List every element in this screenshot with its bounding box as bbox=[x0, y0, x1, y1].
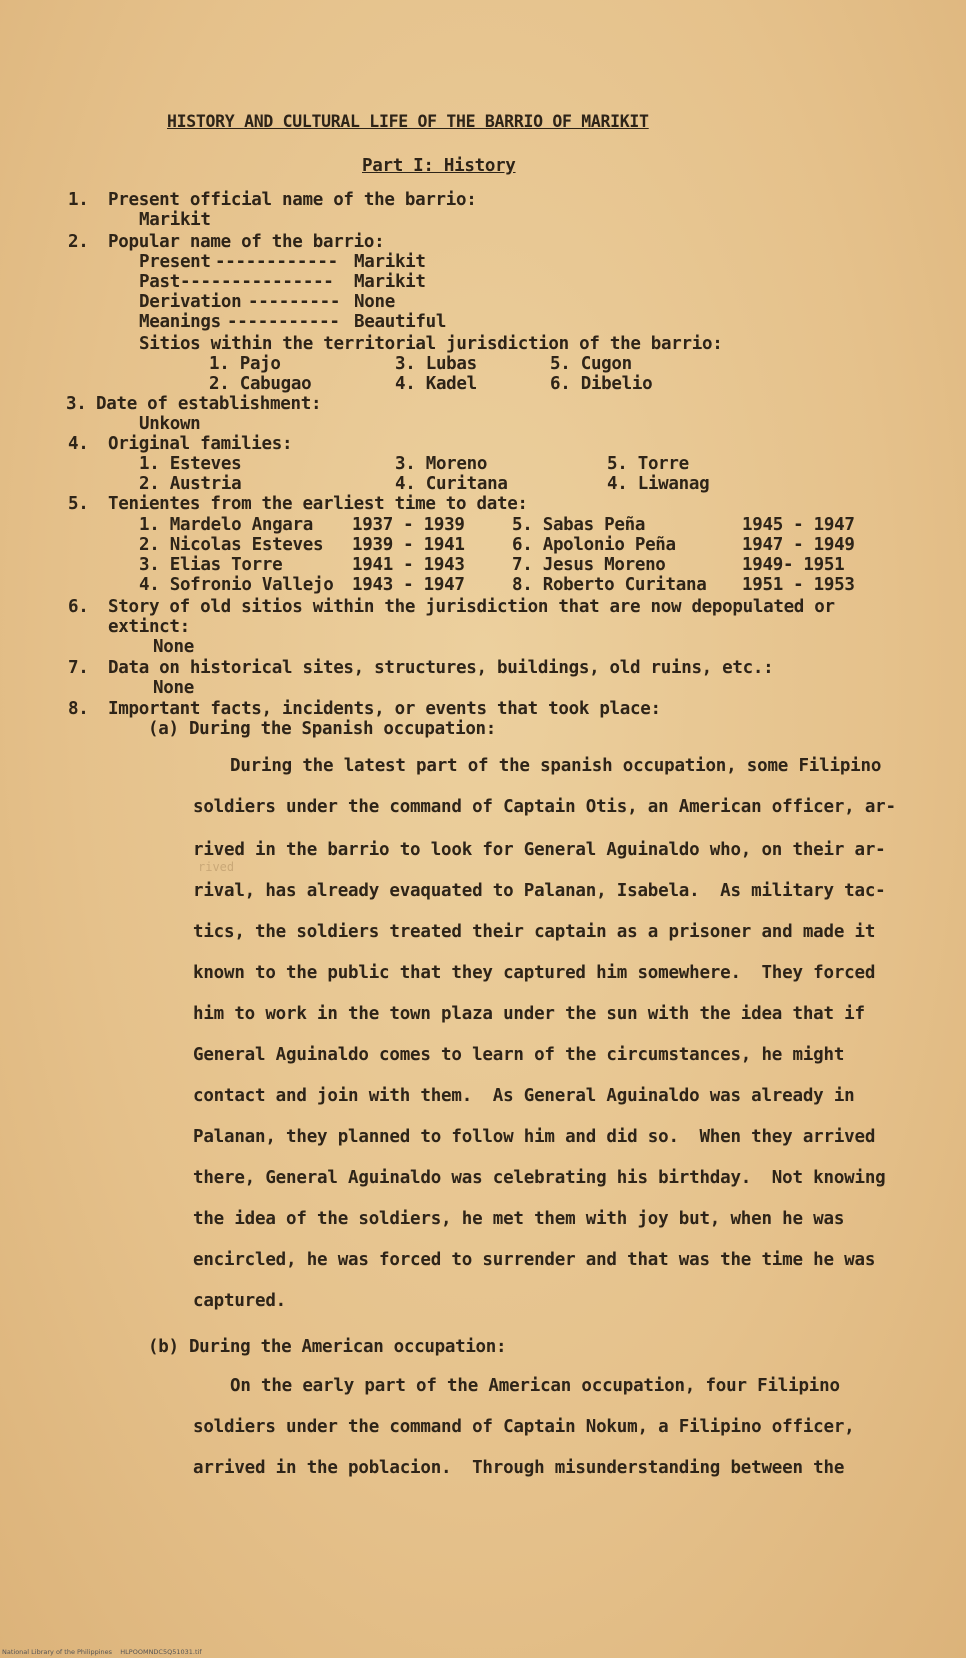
sitio-item: 4. Kadel bbox=[395, 374, 477, 394]
teniente-name: 7. Jesus Moreno bbox=[512, 555, 666, 575]
question-3: Date of establishment: bbox=[96, 394, 322, 414]
teniente-name: 8. Roberto Curitana bbox=[512, 575, 707, 595]
item-number: 7. bbox=[68, 658, 89, 678]
teniente-years: 1941 - 1943 bbox=[352, 555, 465, 575]
leader-line: ------------ bbox=[215, 252, 338, 272]
sitio-item: 5. Cugon bbox=[550, 354, 632, 374]
paragraph-line: Palanan, they planned to follow him and did so. When they arrived bbox=[193, 1127, 876, 1147]
paragraph-line: the idea of the soldiers, he met them with joy but, when he was bbox=[193, 1209, 845, 1229]
teniente-name: 1. Mardelo Angara bbox=[139, 515, 314, 535]
item-number: 5. bbox=[68, 494, 89, 514]
paragraph-line: him to work in the town plaza under the sun with the idea that if bbox=[193, 1004, 865, 1024]
derivation-value: None bbox=[354, 292, 395, 312]
teniente-years: 1947 - 1949 bbox=[742, 535, 855, 555]
leader-line: ----------- bbox=[227, 312, 340, 332]
teniente-name: 4. Sofronio Vallejo bbox=[139, 575, 334, 595]
item-number: 8. bbox=[68, 699, 89, 719]
item-number: 3. bbox=[66, 394, 87, 414]
leader-line: --------------- bbox=[180, 272, 334, 292]
answer-3: Unkown bbox=[139, 414, 201, 434]
meanings-label: Meanings bbox=[139, 312, 221, 332]
paragraph-line: rival, has already evaquated to Palanan, Isabela. As military tac- bbox=[193, 881, 886, 901]
item-number: 4. bbox=[68, 434, 89, 454]
paragraph-line: tics, the soldiers treated their captain as a prisoner and made it bbox=[193, 922, 876, 942]
family-item: 4. Curitana bbox=[395, 474, 508, 494]
family-item: 4. Liwanag bbox=[607, 474, 710, 494]
teniente-years: 1939 - 1941 bbox=[352, 535, 465, 555]
question-7: Data on historical sites, structures, buildings, old ruins, etc.: bbox=[108, 658, 774, 678]
sitio-item: 2. Cabugao bbox=[209, 374, 312, 394]
sitio-item: 1. Pajo bbox=[209, 354, 281, 374]
question-1: Present official name of the barrio: bbox=[108, 190, 477, 210]
item-number: 1. bbox=[68, 190, 89, 210]
scan-footer: National Library of the Philippines HLPOOMNDC5Q51031.tif bbox=[2, 1648, 202, 1656]
sitio-item: 3. Lubas bbox=[395, 354, 477, 374]
question-5: Tenientes from the earliest time to date: bbox=[108, 494, 528, 514]
teniente-years: 1943 - 1947 bbox=[352, 575, 465, 595]
question-4: Original families: bbox=[108, 434, 293, 454]
paragraph-line: known to the public that they captured him somewhere. They forced bbox=[193, 963, 876, 983]
question-2: Popular name of the barrio: bbox=[108, 232, 385, 252]
question-6-cont: extinct: bbox=[108, 617, 190, 637]
answer-1: Marikit bbox=[139, 210, 211, 230]
past-label: Past bbox=[139, 272, 180, 292]
item-number: 2. bbox=[68, 232, 89, 252]
leader-line: --------- bbox=[248, 292, 341, 312]
present-value: Marikit bbox=[354, 252, 426, 272]
paragraph-line: arrived in the poblacion. Through misunderstanding between the bbox=[193, 1458, 845, 1478]
family-item: 5. Torre bbox=[607, 454, 689, 474]
teniente-name: 3. Elias Torre bbox=[139, 555, 283, 575]
meanings-value: Beautiful bbox=[354, 312, 447, 332]
sitio-item: 6. Dibelio bbox=[550, 374, 653, 394]
teniente-years: 1949- 1951 bbox=[742, 555, 845, 575]
teniente-years: 1937 - 1939 bbox=[352, 515, 465, 535]
answer-6: None bbox=[153, 637, 194, 657]
page-title: HISTORY AND CULTURAL LIFE OF THE BARRIO OF MARIKIT bbox=[167, 112, 649, 131]
paragraph-line: there, General Aguinaldo was celebrating his birthday. Not knowing bbox=[193, 1168, 886, 1188]
family-item: 1. Esteves bbox=[139, 454, 242, 474]
paragraph-line: encircled, he was forced to surrender and that was the time he was bbox=[193, 1250, 876, 1270]
question-6: Story of old sitios within the jurisdiction that are now depopulated or bbox=[108, 597, 835, 617]
paragraph-line: soldiers under the command of Captain Nokum, a Filipino officer, bbox=[193, 1417, 855, 1437]
paragraph-line: captured. bbox=[193, 1291, 287, 1311]
item-number: 6. bbox=[68, 597, 89, 617]
paragraph-line: During the latest part of the spanish occupation, some Filipino bbox=[230, 756, 882, 776]
paragraph-line: General Aguinaldo comes to learn of the circumstances, he might bbox=[193, 1045, 845, 1065]
past-value: Marikit bbox=[354, 272, 426, 292]
paragraph-line: On the early part of the American occupation, four Filipino bbox=[230, 1376, 840, 1396]
derivation-label: Derivation bbox=[139, 292, 242, 312]
paragraph-line: rived in the barrio to look for General Aguinaldo who, on their ar- bbox=[193, 840, 886, 860]
teniente-years: 1951 - 1953 bbox=[742, 575, 855, 595]
subheading-a: (a) During the Spanish occupation: bbox=[148, 719, 497, 739]
sitios-label: Sitios within the territorial jurisdiction of the barrio: bbox=[139, 334, 723, 354]
subheading-b: (b) During the American occupation: bbox=[148, 1337, 507, 1357]
paragraph-line: soldiers under the command of Captain Otis, an American officer, ar- bbox=[193, 797, 896, 817]
answer-7: None bbox=[153, 678, 194, 698]
paragraph-line: contact and join with them. As General Aguinaldo was already in bbox=[193, 1086, 855, 1106]
present-label: Present bbox=[139, 252, 211, 272]
family-item: 3. Moreno bbox=[395, 454, 488, 474]
teniente-name: 5. Sabas Peña bbox=[512, 515, 646, 535]
teniente-name: 2. Nicolas Esteves bbox=[139, 535, 324, 555]
family-item: 2. Austria bbox=[139, 474, 242, 494]
teniente-name: 6. Apolonio Peña bbox=[512, 535, 676, 555]
faint-note: rived bbox=[198, 860, 235, 874]
teniente-years: 1945 - 1947 bbox=[742, 515, 855, 535]
question-8: Important facts, incidents, or events that took place: bbox=[108, 699, 661, 719]
part-title: Part I: History bbox=[362, 156, 516, 176]
